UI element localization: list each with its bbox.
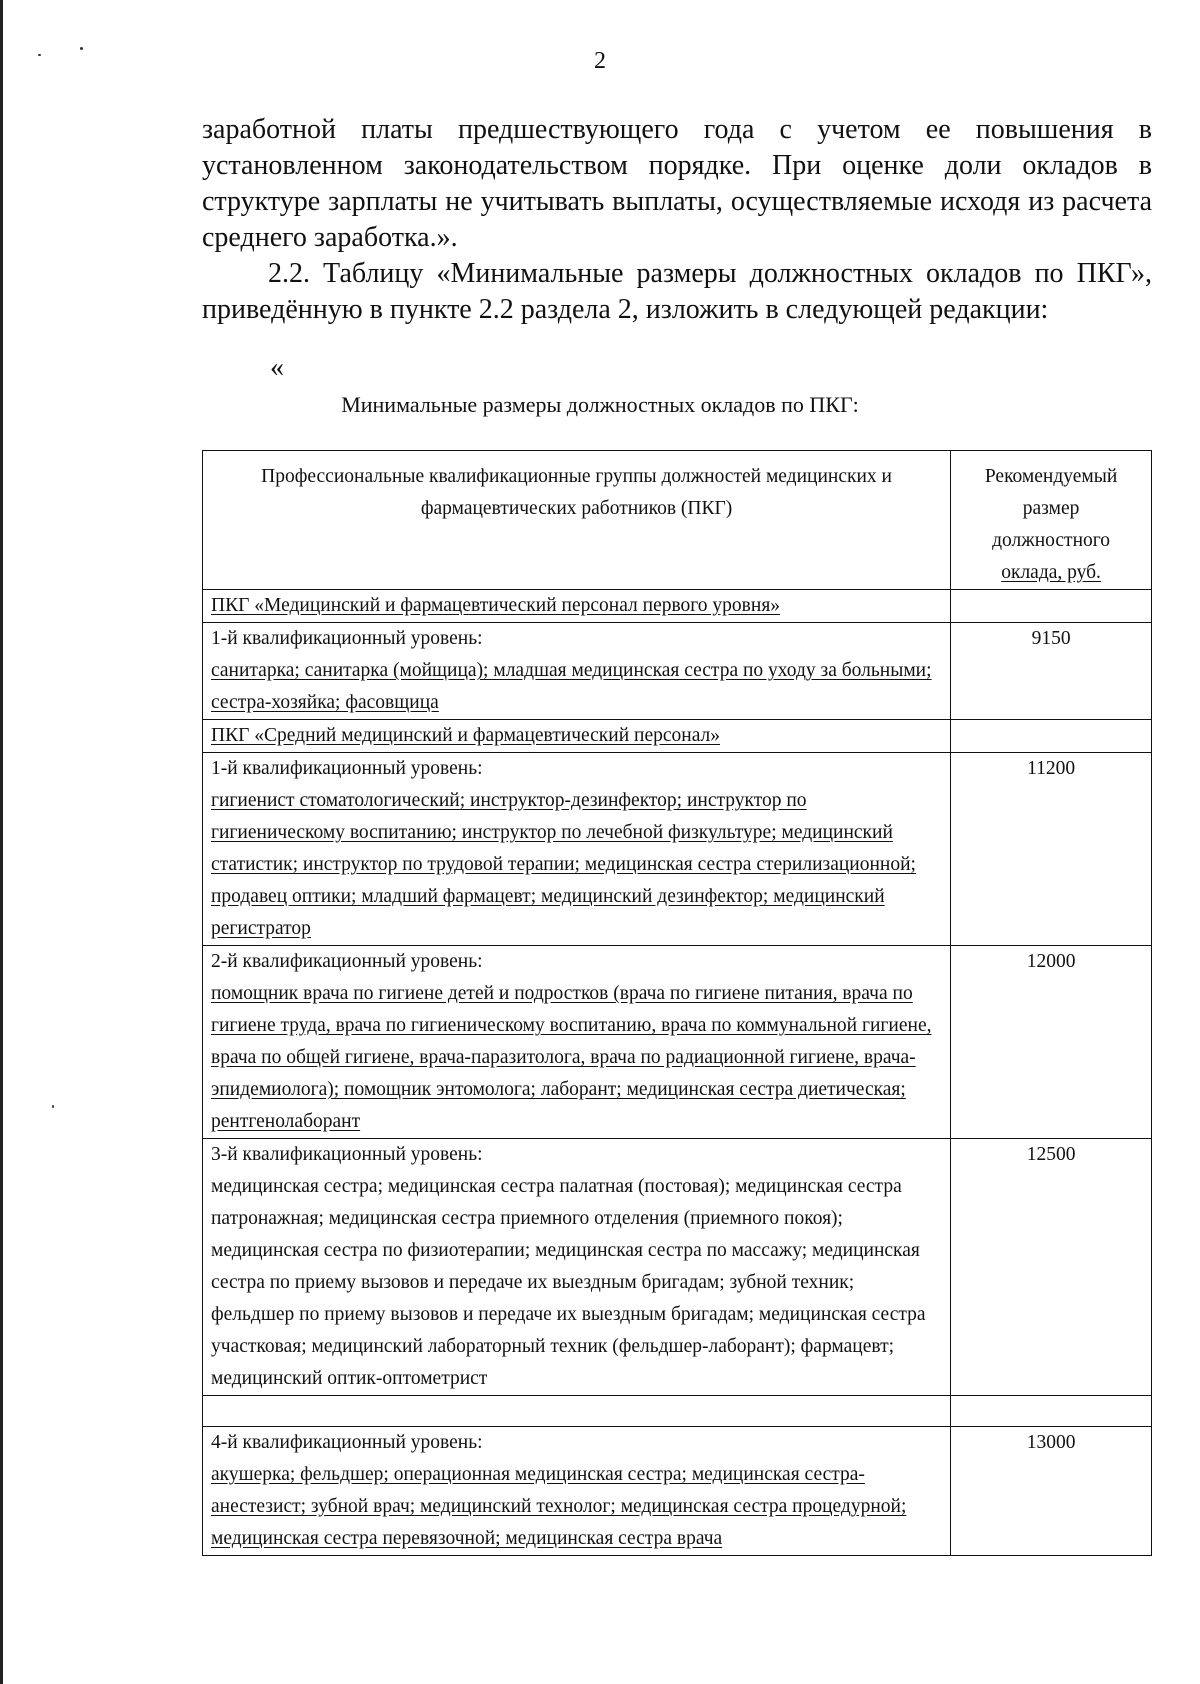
- blank-row: [203, 1396, 1152, 1427]
- header-salary-line: Рекомендуемый: [984, 466, 1118, 487]
- level-row: [203, 623, 1152, 720]
- header-groups-cell: Профессиональные квалификационные группы должностей медицинских и фармацевтических работников (ПКГ): [203, 451, 951, 590]
- empty-salary-cell: [951, 720, 1152, 753]
- scan-edge: [0, 0, 3, 1684]
- blank-cell: [951, 1396, 1152, 1427]
- group-row: [203, 720, 1152, 753]
- level-positions: помощник врача по гигиене детей и подростков (врача по гигиене питания, врача по гигиене труда, врача по гигиеническому воспитанию, врача по коммунальной гигиене, врача по общей гигиене, врача-паразитолога, врача по радиационной гигиене, врача-эпидемиолога); помощник энтомолога; лаборант; медицинская сестра диетическая; рентгенолаборант: [211, 983, 932, 1132]
- table-header-row: [203, 451, 1152, 590]
- level-title: 4-й квалификационный уровень:: [211, 1432, 483, 1453]
- opening-quote-mark: «: [270, 352, 284, 383]
- salary-value: 12500: [951, 1139, 1152, 1396]
- level-row: [203, 753, 1152, 946]
- level-row: [203, 1139, 1152, 1396]
- group-title: ПКГ «Средний медицинский и фармацевтический персонал»: [203, 720, 951, 753]
- level-title: 1-й квалификационный уровень:: [211, 628, 483, 649]
- salary-value: 13000: [951, 1427, 1152, 1556]
- header-salary-line: должностного: [992, 530, 1111, 551]
- group-row: [203, 590, 1152, 623]
- body-text: [202, 112, 1152, 328]
- salary-value: 9150: [951, 623, 1152, 720]
- paragraph-continuation: заработной платы предшествующего года с учетом ее повышения в установленном законодательством порядке. При оценке доли окладов в структуре зарплаты не учитывать выплаты, осуществляемые исходя из расчета среднего заработка.».: [202, 114, 1152, 253]
- level-positions: медицинская сестра; медицинская сестра палатная (постовая); медицинская сестра патронажная; медицинская сестра приемного отделения (приемного покоя); медицинская сестра по физиотерапии; медицинская сестра по массажу; медицинская сестра по приему вызовов и передаче их выездным бригадам; зубной техник; фельдшер по приему вызовов и передаче их выездным бригадам; медицинская сестра участковая; медицинский лабораторный техник (фельдшер-лаборант); фармацевт; медицинский оптик-оптометрист: [211, 1176, 926, 1389]
- level-positions: санитарка; санитарка (мойщица); младшая медицинская сестра по уходу за больными; сестра-хозяйка; фасовщица: [211, 660, 932, 713]
- level-cell: [203, 1427, 951, 1556]
- level-title: 3-й квалификационный уровень:: [211, 1144, 483, 1165]
- salary-value: 11200: [951, 753, 1152, 946]
- salary-value: 12000: [951, 946, 1152, 1139]
- level-positions: гигиенист стоматологический; инструктор-дезинфектор; инструктор по гигиеническому воспитанию; инструктор по лечебной физкультуре; медицинский статистик; инструктор по трудовой терапии; медицинская сестра стерилизационной; продавец оптики; младший фармацевт; медицинский дезинфектор; медицинский регистратор: [211, 790, 916, 939]
- page-number: 2: [594, 48, 606, 74]
- level-cell: [203, 623, 951, 720]
- level-title: 2-й квалификационный уровень:: [211, 951, 483, 972]
- table-title: Минимальные размеры должностных окладов по ПКГ:: [341, 392, 859, 417]
- level-positions: акушерка; фельдшер; операционная медицинская сестра; медицинская сестра-анестезист; зубной врач; медицинский технолог; медицинская сестра процедурной; медицинская сестра перевязочной; медицинская сестра врача: [211, 1464, 907, 1549]
- empty-salary-cell: [951, 590, 1152, 623]
- level-row: [203, 1427, 1152, 1556]
- header-salary-cell: [951, 451, 1152, 590]
- salary-table: [202, 450, 1152, 1556]
- level-cell: [203, 753, 951, 946]
- header-salary-line: оклада, руб.: [1001, 562, 1101, 583]
- blank-cell: [203, 1396, 951, 1427]
- paragraph-2-2: 2.2. Таблицу «Минимальные размеры должностных окладов по ПКГ», приведённую в пункте 2.2 раздела 2, изложить в следующей редакции:: [202, 258, 1152, 325]
- header-salary-line: размер: [1022, 498, 1080, 519]
- level-cell: [203, 946, 951, 1139]
- level-title: 1-й квалификационный уровень:: [211, 758, 483, 779]
- scan-speck: [52, 1105, 54, 1108]
- group-title: ПКГ «Медицинский и фармацевтический персонал первого уровня»: [203, 590, 951, 623]
- level-cell: [203, 1139, 951, 1396]
- level-row: [203, 946, 1152, 1139]
